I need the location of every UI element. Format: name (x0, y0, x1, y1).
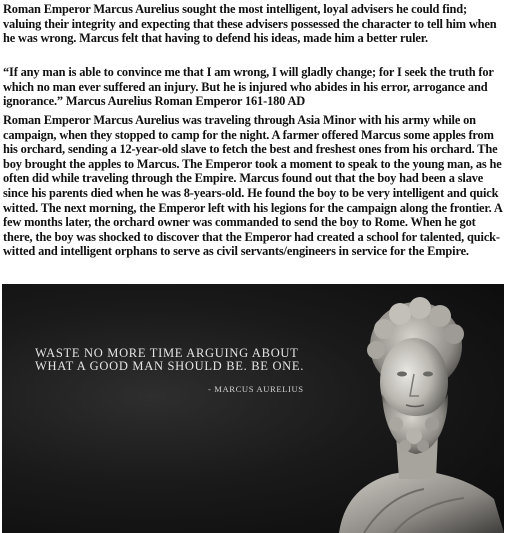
intro-paragraph: Roman Emperor Marcus Aurelius sought the most intelligent, loyal advisers he could find; valuing their integrity and expecting that these advisers possessed the character to tell him when he was wrong. Marcus felt that having to defend his ideas, made him a better ruler. (3, 2, 497, 46)
quote-line-1: WASTE NO MORE TIME ARGUING ABOUT (35, 346, 299, 360)
quote-line-2: WHAT A GOOD MAN SHOULD BE. BE ONE. (35, 359, 305, 373)
quote-image (2, 284, 504, 533)
story-paragraph: Roman Emperor Marcus Aurelius was traveling through Asia Minor with his army while on campaign, when they stopped to camp for the night. A farmer offered Marcus some apples from his orchard, sending a 12-year-old slave to fetch the best and freshest ones from his orchard. The boy brought the apples to Marcus. The Emperor took a moment to speak to the young man, as he often did while traveling through the Empire. Marcus found out that the boy had been a slave since his parents died when he was 8-years-old. He found the boy to be very intelligent and quick witted. The next morning, the Emperor left with his legions for the campaign along the frontier. A few months later, the orchard owner was commanded to send the boy to Rome. When he got there, the boy was shocked to discover that the Emperor had created a school for talented, quick-witted and intelligent orphans to serve as civil servants/engineers in service for the Empire. (3, 113, 502, 259)
quote-paragraph: “If any man is able to convince me that I am wrong, I will gladly change; for I seek the truth for which no man ever suffered an injury. But he is injured who abides in his error, arrogance and ignorance.” Marcus Aurelius Roman Emperor 161-180 AD (3, 65, 494, 109)
quote-attribution: - MARCUS AURELIUS (208, 384, 304, 394)
marble-bust-image (304, 284, 504, 533)
